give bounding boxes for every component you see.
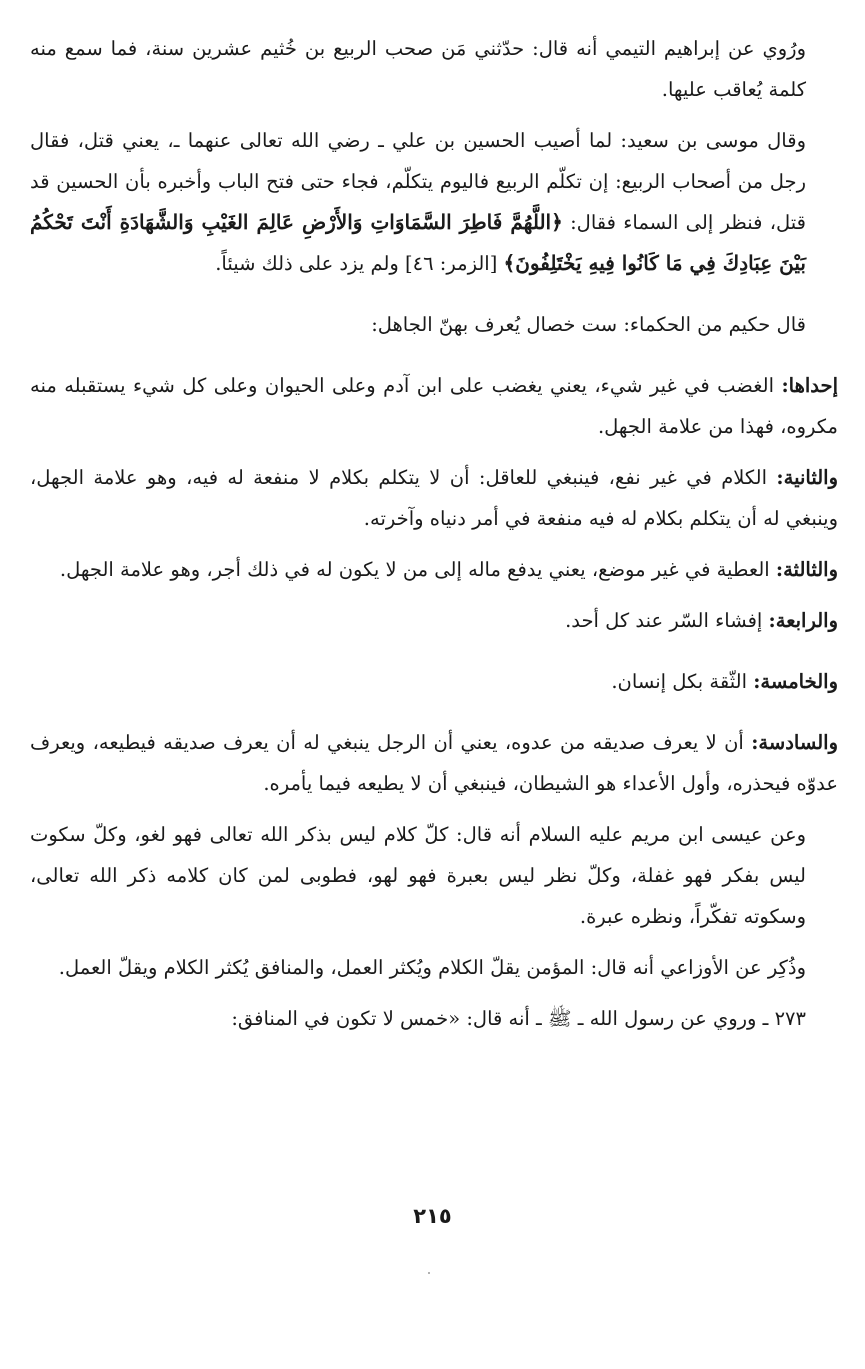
scan-speck [428,1272,430,1274]
item-label: والخامسة: [753,670,838,693]
paragraph-text: وعن عيسى ابن مريم عليه السلام أنه قال: كلّ كلام ليس بذكر الله تعالى فهو لغو، وكلّ سكوت ليس بفكر فهو غفلة، وكلّ نظر ليس بعبرة فهو لهو، فطوبى لمن كان كلامه ذكر الله تعالى، وسكوته تفكّراً، ونظره عبرة. [30,823,806,928]
item-label: والرابعة: [768,609,838,632]
item-text: الكلام في غير نفع، فينبغي للعاقل: أن لا يتكلم بكلام لا منفعة له فيه، وهو علامة الجهل، وينبغي له أن يتكلم بكلام له فيه منفعة في أمر دنياه وآخرته. [30,466,838,530]
paragraph-awzai [30,947,838,988]
item-label: والثالثة: [775,558,838,581]
paragraph-text: وذُكِر عن الأوزاعي أنه قال: المؤمن يقلّ الكلام ويُكثر العمل، والمنافق يُكثر الكلام ويقلّ العمل. [58,956,806,979]
item-text: الثّقة بكل إنسان. [611,670,747,693]
page-body [30,28,838,1049]
item-label: والسادسة: [751,731,838,754]
paragraph-text: ورُوي عن إبراهيم التيمي أنه قال: حدّثني مَن صحب الربيع بن خُثيم عشرين سنة، فما سمع منه كلمة يُعاقب عليها. [30,37,806,101]
paragraph-text: وقال موسى بن سعيد: لما أصيب الحسين بن علي ـ رضي الله تعالى عنهما ـ، يعني قتل، فقال رجل من أصحاب الربيع: إن تكلّم الربيع فاليوم يتكلّم، فجاء حتى فتح الباب وأخبره بأن الحسين قد قتل، فنظر إلى السماء فقال: [30,129,807,234]
item-text: الغضب في غير شيء، يعني يغضب على ابن آدم وعلى الحيوان وعلى كل شيء يستقبله منه مكروه، فهذا من علامة الجهل. [30,374,838,438]
paragraph-text: ٢٧٣ ـ وروي عن رسول الله ـ ﷺ ـ أنه قال: «خمس لا تكون في المنافق: [231,1007,806,1030]
list-item-second [30,457,838,539]
list-item-fourth [30,600,838,641]
list-item-fifth [30,661,838,702]
item-label: إحداها: [781,374,838,397]
list-item-first [30,365,838,447]
paragraph-isa [30,814,838,937]
paragraph-musa [30,120,838,284]
paragraph-hadith [30,998,838,1039]
page-number: ٢١٥ [413,1204,452,1228]
item-text: أن لا يعرف صديقه من عدوه، يعني أن الرجل ينبغي له أن يعرف صديقه فيطيعه، ويعرف عدوّه فيحذره، وأول الأعداء هو الشيطان، فينبغي أن لا يطيعه فيما يأمره. [30,731,838,795]
paragraph-hakim [30,304,838,345]
verse-citation: [الزمر: ٤٦] ولم يزد على ذلك شيئاً. [215,252,498,275]
list-item-sixth [30,722,838,804]
item-label: والثانية: [776,466,838,489]
item-text: العطية في غير موضع، يعني يدفع ماله إلى من لا يكون له في ذلك أجر، وهو علامة الجهل. [59,558,770,581]
paragraph-text: قال حكيم من الحكماء: ست خصال يُعرف بهنّ الجاهل: [371,313,806,336]
item-text: إفشاء السّر عند كل أحد. [565,609,763,632]
paragraph-ibrahim [30,28,838,110]
quran-verse: ﴿اللَّهُمَّ فَاطِرَ السَّمَاوَاتِ وَالأَرْضِ عَالِمَ الغَيْبِ وَالشَّهَادَةِ أَنْتَ تَحْكُمُ بَيْنَ عِبَادِكَ فِي مَا كَانُوا فِيهِ يَخْتَلِفُونَ﴾ [30,210,806,275]
list-item-third [30,549,838,590]
